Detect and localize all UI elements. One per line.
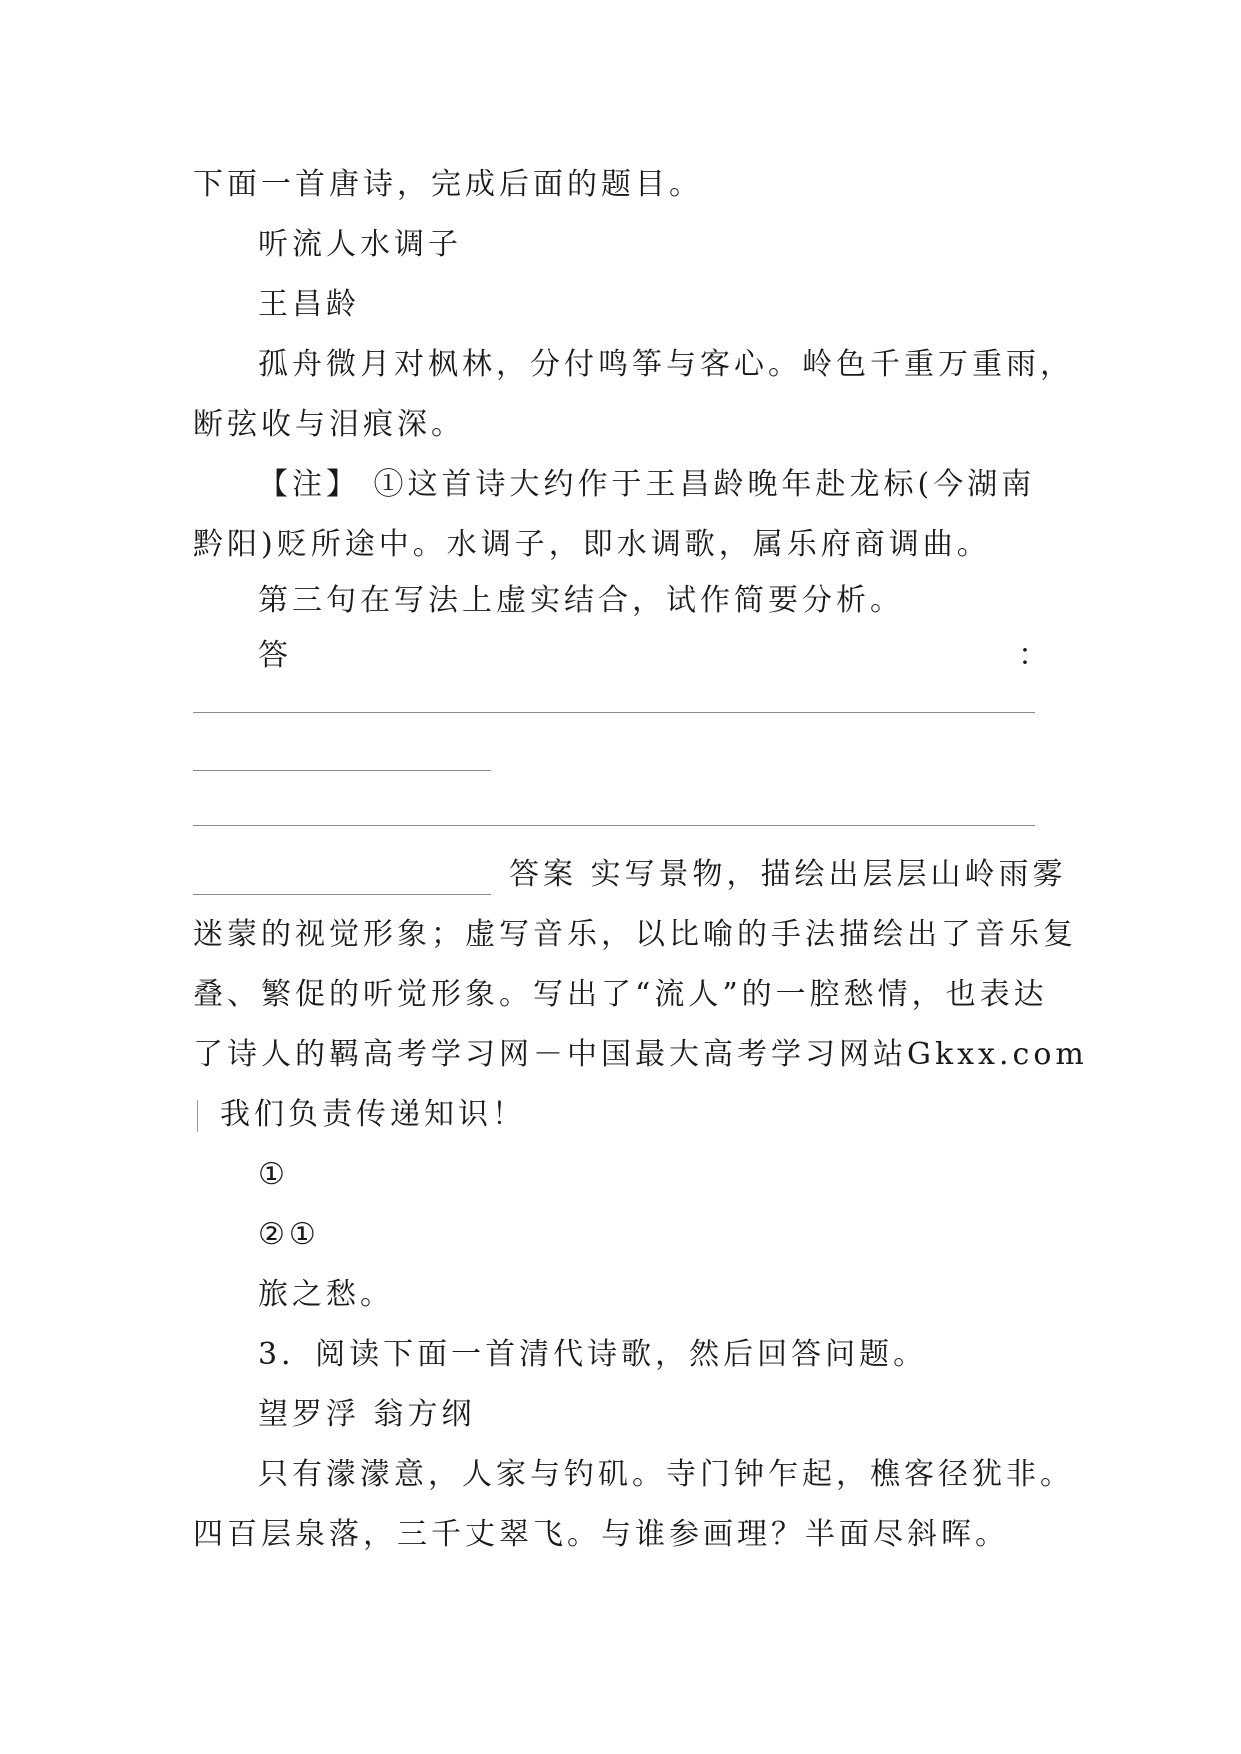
answer-blank-line-1 bbox=[193, 712, 1035, 713]
poem-author: 王昌龄 bbox=[258, 287, 360, 322]
answer-text-1: 实写景物，描绘出层层山岭雨雾 bbox=[590, 857, 1067, 892]
question-3-poem-line-1: 只有濛濛意，人家与钓矶。寺门钟乍起，樵客径犹非。 bbox=[258, 1457, 1074, 1492]
circled-mark-2: ②① bbox=[258, 1217, 320, 1252]
poem-line-2: 断弦收与泪痕深。 bbox=[193, 407, 465, 442]
answer-label: 答 bbox=[258, 638, 292, 673]
vertical-bar-divider bbox=[197, 1100, 198, 1132]
answer-line-5 bbox=[193, 1095, 526, 1135]
poem-title: 听流人水调子 bbox=[258, 227, 462, 262]
note-line-1: 【注】 ①这首诗大约作于王昌龄晚年赴龙标(今湖南 bbox=[258, 467, 1036, 502]
poem-line-1: 孤舟微月对枫林，分付鸣筝与客心。岭色千重万重雨， bbox=[258, 347, 1074, 382]
answer-line-1 bbox=[193, 855, 1067, 895]
answer-line-2: 迷蒙的视觉形象；虚写音乐，以比喻的手法描绘出了音乐复 bbox=[193, 917, 1077, 952]
answer-colon: ： bbox=[1018, 638, 1052, 673]
note-line-2: 黔阳)贬所途中。水调子，即水调歌，属乐府商调曲。 bbox=[193, 527, 991, 562]
answer-blank-segment bbox=[193, 866, 491, 895]
answer-text-5: 我们负责传递知识！ bbox=[220, 1097, 526, 1132]
question-3-stem: 3．阅读下面一首清代诗歌，然后回答问题。 bbox=[258, 1337, 928, 1372]
answer-line-3: 叠、繁促的听觉形象。写出了“流人”的一腔愁情，也表达 bbox=[193, 977, 1048, 1012]
question-3-poem-line-2: 四百层泉落，三千丈翠飞。与谁参画理？半面尽斜晖。 bbox=[193, 1517, 1009, 1552]
intro-text: 下面一首唐诗，完成后面的题目。 bbox=[193, 167, 703, 202]
answer-end: 旅之愁。 bbox=[258, 1277, 394, 1312]
circled-mark-1: ① bbox=[258, 1157, 289, 1192]
question-3-title-author: 望罗浮 翁方纲 bbox=[258, 1397, 476, 1432]
question-text: 第三句在写法上虚实结合，试作简要分析。 bbox=[258, 583, 904, 618]
answer-prefix: 答案 bbox=[509, 857, 577, 892]
answer-line-4: 了诗人的羁高考学习网－中国最大高考学习网站Gkxx.com bbox=[193, 1037, 1088, 1072]
answer-blank-line-2 bbox=[193, 770, 491, 771]
answer-blank-line-3 bbox=[193, 825, 1035, 826]
